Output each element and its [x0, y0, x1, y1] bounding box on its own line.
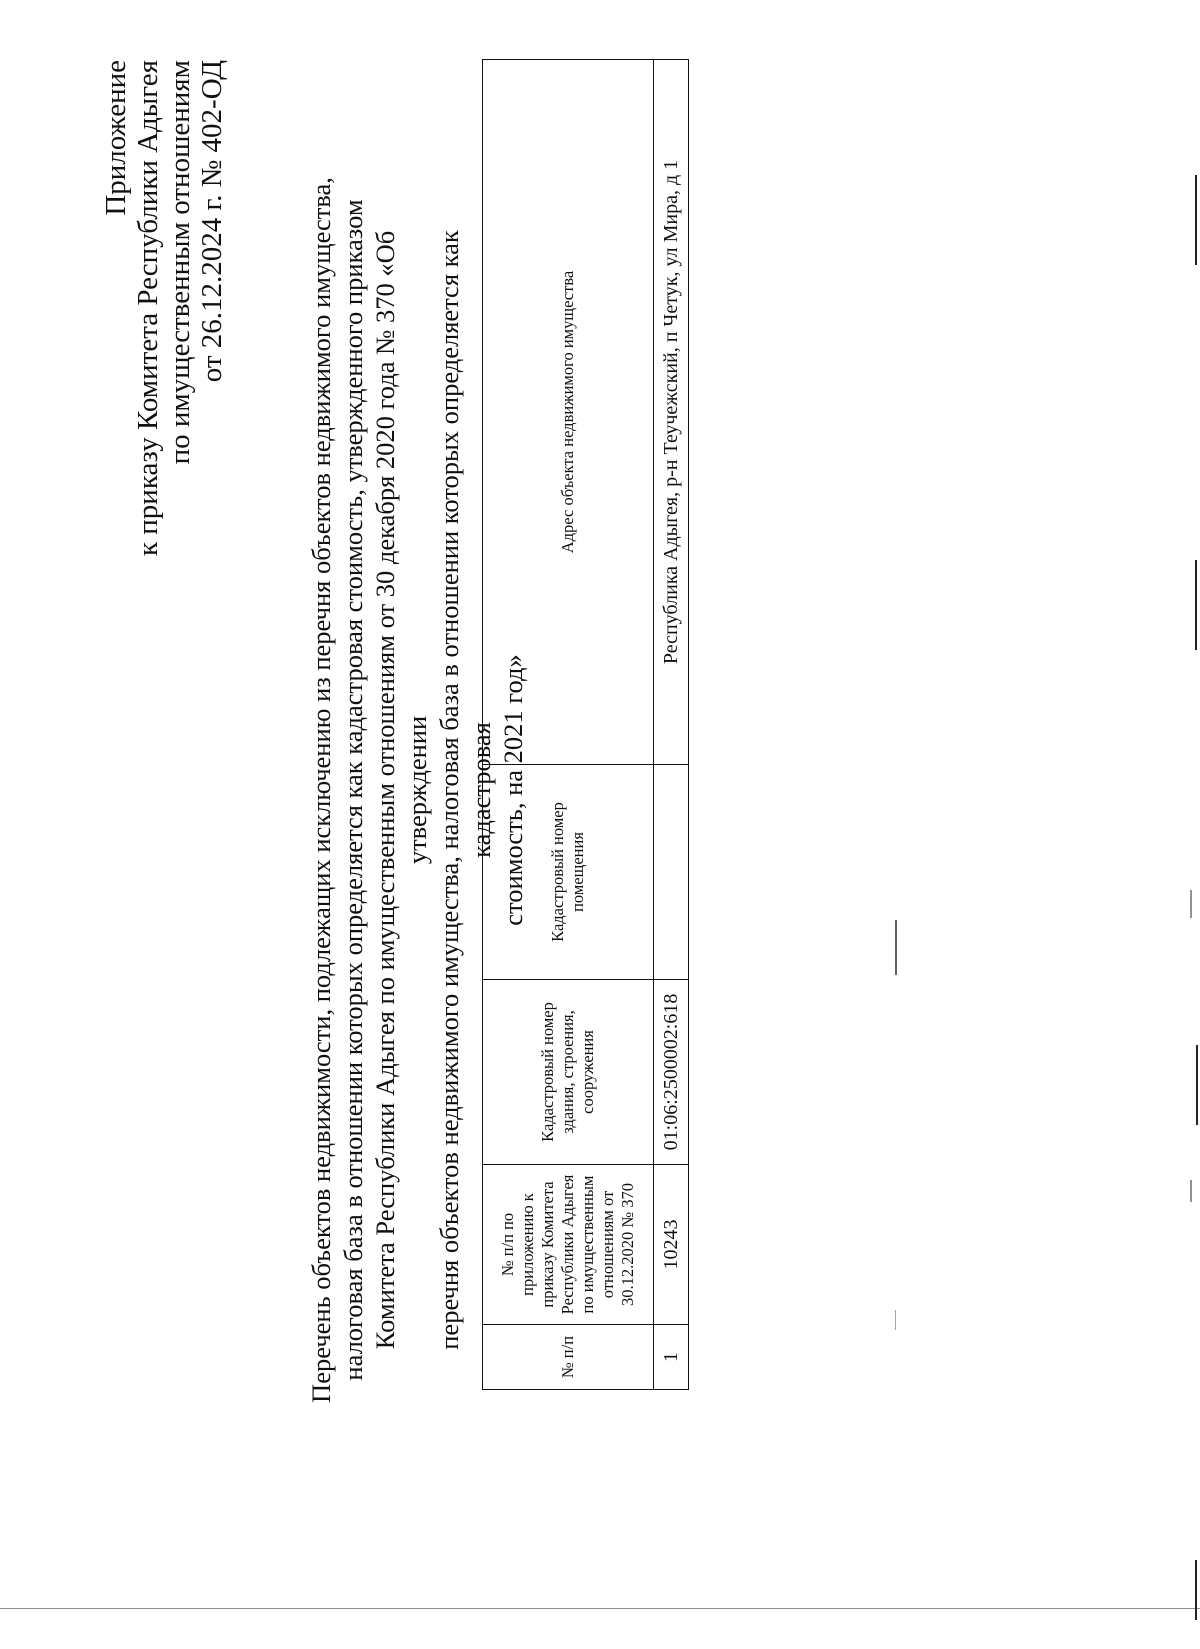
table-row	[654, 60, 689, 1390]
appendix-order-ref: к приказу Комитета Республики Адыгея	[132, 60, 164, 557]
header-building-cadastral: Кадастровый номер здания, строения, сооружения	[483, 980, 654, 1165]
appendix-date: от 26.12.2024 г. № 402-ОД	[196, 60, 228, 383]
scan-bottom-edge	[0, 1608, 1200, 1609]
cell-address: Республика Адыгея, р-н Теучежский, п Четук, ул Мира, д 1	[654, 60, 689, 765]
rotated-page	[100, 60, 690, 1490]
cell-num: 1	[654, 1325, 689, 1390]
header-premises-cadastral: Кадастровый номер помещения	[483, 765, 654, 980]
header-appendix-num: № п/п по приложению к приказу Комитета Республики Адыгея по имущественным отношениям от 30.12.2020 № 370	[483, 1165, 654, 1325]
header-address: Адрес объекта недвижимого имущества	[483, 60, 654, 765]
objects-table	[482, 59, 689, 1390]
heading-line: Перечень объектов недвижимости, подлежащих исключению из перечня объектов недвижимого имущества,	[306, 177, 336, 1403]
appendix-committee: по имущественным отношениям	[164, 60, 196, 465]
header-num: № п/п	[483, 1325, 654, 1390]
cell-building-cadastral: 01:06:2500002:618	[654, 980, 689, 1165]
scan-mark	[895, 920, 897, 975]
table-header-row	[483, 60, 654, 1390]
scan-mark	[895, 1310, 896, 1330]
scan-mark	[1195, 560, 1197, 650]
scan-mark	[1195, 175, 1197, 265]
appendix-block	[100, 60, 228, 556]
heading-line: Комитета Республики Адыгея по имущественным отношениям от 30 декабря 2020 года № 370 «Об утверждении	[370, 230, 432, 1350]
scan-mark	[1190, 890, 1192, 918]
cell-appendix-num: 10243	[654, 1165, 689, 1325]
heading-line: налоговая база в отношении которых определяется как кадастровая стоимость, утвержденного приказом	[338, 199, 368, 1381]
appendix-title: Приложение	[100, 60, 132, 216]
scan-mark	[1195, 1560, 1197, 1620]
heading-line: стоимость, на 2021 год»	[498, 654, 528, 926]
cell-premises-cadastral	[654, 765, 689, 980]
scan-mark	[1196, 1045, 1198, 1125]
heading-line: перечня объектов недвижимого имущества, налоговая база в отношении которых определяется как кадастровая	[434, 230, 496, 1350]
scan-mark	[1190, 1180, 1192, 1202]
